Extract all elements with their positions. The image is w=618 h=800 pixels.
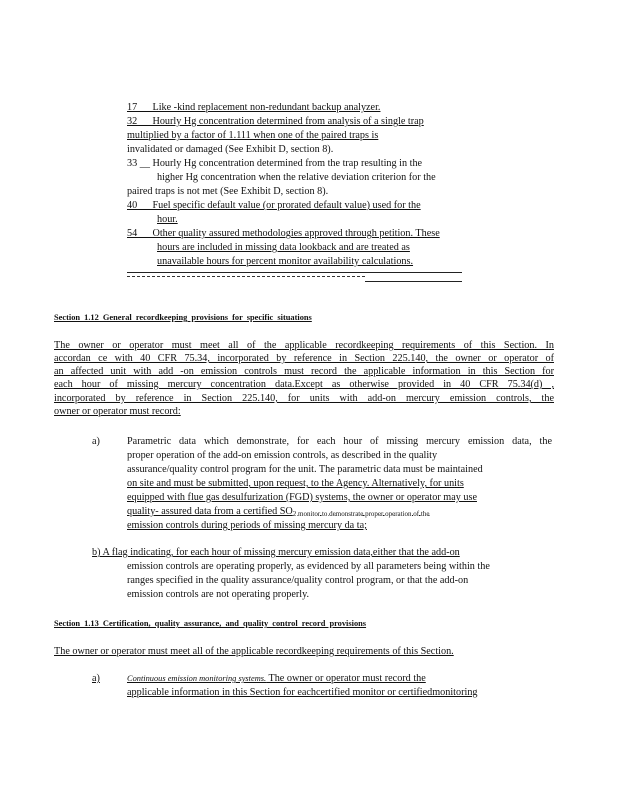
code-32-line3: invalidated or damaged (See Exhibit D, section 8).: [127, 144, 334, 155]
s112-a-line7: emission controls during periods of missing mercury da ta;: [127, 520, 367, 531]
s112-intro-line4: each hour of missing mercury concentration data.Except as otherwise provided in 40 CFR 75.34(d) ,: [54, 379, 554, 390]
code-40-line1: 40 __ Fuel specific default value (or prorated default value) used for the: [127, 200, 421, 211]
code-33-line1: 33 __ Hourly Hg concentration determined from the trap resulting in the: [127, 158, 423, 169]
s112-intro-line1: The owner or operator must meet all of the applicable recordkeeping requirements of this Section. In: [54, 340, 554, 351]
code-32-line1: 32 __ Hourly Hg concentration determined from analysis of a single trap: [127, 116, 424, 127]
s112-b-line2: emission controls are operating properly, as evidenced by all parameters being within the: [127, 561, 490, 572]
s112-intro-line3: an affected unit with add -on emission controls must record the applicable information in this Section for: [54, 366, 554, 377]
code-33-line3: paired traps is not met (See Exhibit D, section 8).: [127, 186, 329, 197]
s112-a-line6: quality- assured data from a certified $SO_{2 monitor to demonstrate proper operation of the}$: [127, 506, 430, 518]
section-1-13-heading: Section 1.13 Certification, quality assurance, and quality control record provisions: [54, 619, 367, 628]
code-54-line3: unavailable hours for percent monitor availability calculations.: [157, 256, 414, 267]
end-rule-dashed: [127, 276, 365, 277]
code-54-line2: hours are included in missing data lookback and are treated as: [157, 242, 410, 253]
s113-item-a-label: a): [92, 673, 100, 684]
code-17: 17 __ Like -kind replacement non-redundant backup analyzer.: [127, 102, 381, 113]
end-rule-short: [365, 281, 462, 282]
section-1-12-heading: Section 1.12 General recordkeeping provisions for specific situations: [54, 313, 312, 322]
s112-a-line3: assurance/quality control program for the unit. The parametric data must be maintained: [127, 464, 483, 475]
s112-b-line1: b) A flag indicating, for each hour of missing mercury emission data,either that the add-on: [92, 547, 460, 558]
s112-a-line1: Parametric data which demonstrate, for each hour of missing mercury emission data, the: [127, 436, 552, 447]
s112-intro-line5: incorporated by reference in Section 225.140, for units with add-on mercury emission controls, the: [54, 393, 554, 404]
s113-intro: The owner or operator must meet all of the applicable recordkeeping requirements of this Section.: [54, 646, 454, 657]
end-rule-solid: [127, 272, 462, 273]
s112-a-line4: on site and must be submitted, upon request, to the Agency. Alternatively, for units: [127, 478, 464, 489]
code-54-line1: 54 __ Other quality assured methodologies approved through petition. These: [127, 228, 440, 239]
s113-a-line1: Continuous emission monitoring systems. The owner or operator must record the: [127, 673, 426, 684]
s112-intro-line6: owner or operator must record:: [54, 406, 181, 417]
s112-a-line5: equipped with flue gas desulfurization (FGD) systems, the owner or operator may use: [127, 492, 477, 503]
s113-a-line2: applicable information in this Section for eachcertified monitor or certifiedmonitoring: [127, 687, 478, 698]
s112-b-line3: ranges specified in the quality assurance/quality control program, or that the add-on: [127, 575, 469, 586]
code-40-line2: hour.: [157, 214, 178, 225]
s112-item-a-label: a): [92, 436, 100, 447]
s112-b-line4: emission controls are not operating properly.: [127, 589, 310, 600]
code-33-line2: higher Hg concentration when the relative deviation criterion for the: [157, 172, 436, 183]
s112-a-line2: proper operation of the add-on emission controls, as described in the quality: [127, 450, 438, 461]
s112-intro-line2: accordan ce with 40 CFR 75.34, incorporated by reference in Section 225.140, the owner or operator of: [54, 353, 554, 364]
code-32-line2: multiplied by a factor of 1.111 when one of the paired traps is: [127, 130, 379, 141]
